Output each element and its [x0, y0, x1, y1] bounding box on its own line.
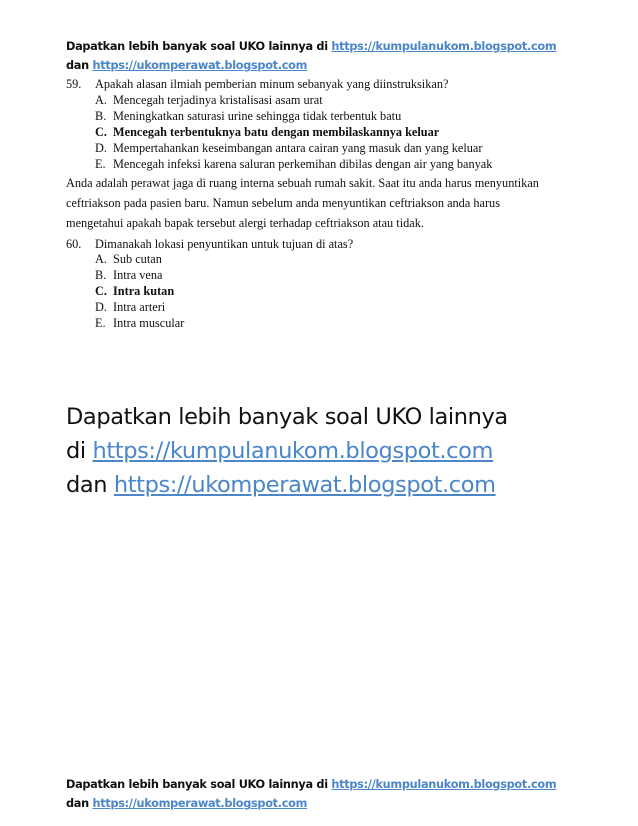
scenario-line-2: ceftriakson pada pasien baru. Namun sebelum anda menyuntikan ceftriakson anda harus [66, 196, 500, 210]
page-header [66, 37, 586, 75]
option-d: D. Intra arteri [95, 300, 166, 314]
question-text: Apakah alasan ilmiah pemberian minum sebanyak yang diinstruksikan? [95, 77, 449, 91]
header-line-1 [66, 37, 586, 56]
promo-link-ukomperawat[interactable]: https://ukomperawat.blogspot.com [113, 472, 496, 498]
promo-line-3: dan https://ukomperawat.blogspot.com [66, 472, 496, 498]
scenario-paragraph [66, 173, 586, 233]
footer-text-2: dan [66, 797, 93, 810]
option-list [95, 251, 184, 331]
question-number: 59. [66, 77, 82, 91]
option-b: B. Intra vena [95, 268, 163, 282]
option-e: E. Mencegah infeksi karena saluran perkemihan dibilas dengan air yang banyak [95, 157, 493, 171]
header-link-kumpulanukom[interactable]: https://kumpulanukom.blogspot.com [331, 40, 557, 53]
option-d: D. Mempertahankan keseimbangan antara cairan yang masuk dan yang keluar [95, 141, 483, 155]
option-a: A. Sub cutan [95, 252, 162, 266]
footer-line-2 [66, 794, 586, 813]
option-c-correct: C. Intra kutan [95, 284, 175, 298]
header-text-2: dan [66, 59, 93, 72]
option-e: E. Intra muscular [95, 316, 185, 330]
header-text-1: Dapatkan lebih banyak soal UKO lainnya di [66, 40, 332, 53]
option-b: B. Meningkatkan saturasi urine sehingga tidak terbentuk batu [95, 109, 402, 123]
option-c-correct: C. Mencegah terbentuknya batu dengan membilaskannya keluar [95, 125, 440, 139]
promo-line-1: Dapatkan lebih banyak soal UKO lainnya [66, 404, 508, 430]
promo-line-2: di https://kumpulanukom.blogspot.com [66, 438, 494, 464]
header-line-2 [66, 56, 586, 75]
scenario-line-3: mengetahui apakah bapak tersebut alergi terhadap ceftriakson atau tidak. [66, 216, 424, 230]
footer-text-1: Dapatkan lebih banyak soal UKO lainnya di [66, 778, 332, 791]
scenario-line-1: Anda adalah perawat jaga di ruang interna sebuah rumah sakit. Saat itu anda harus menyuntikan [66, 176, 539, 190]
option-a: A. Mencegah terjadinya kristalisasi asam urat [95, 93, 323, 107]
footer-line-1 [66, 775, 586, 794]
question-text: Dimanakah lokasi penyuntikan untuk tujuan di atas? [95, 237, 354, 251]
option-list [95, 92, 492, 172]
question-number: 60. [66, 237, 82, 251]
promo-banner [66, 400, 586, 502]
footer-link-kumpulanukom[interactable]: https://kumpulanukom.blogspot.com [331, 778, 557, 791]
page-footer [66, 775, 586, 813]
header-link-ukomperawat[interactable]: https://ukomperawat.blogspot.com [92, 59, 308, 72]
footer-link-ukomperawat[interactable]: https://ukomperawat.blogspot.com [92, 797, 308, 810]
promo-link-kumpulanukom[interactable]: https://kumpulanukom.blogspot.com [92, 438, 494, 464]
